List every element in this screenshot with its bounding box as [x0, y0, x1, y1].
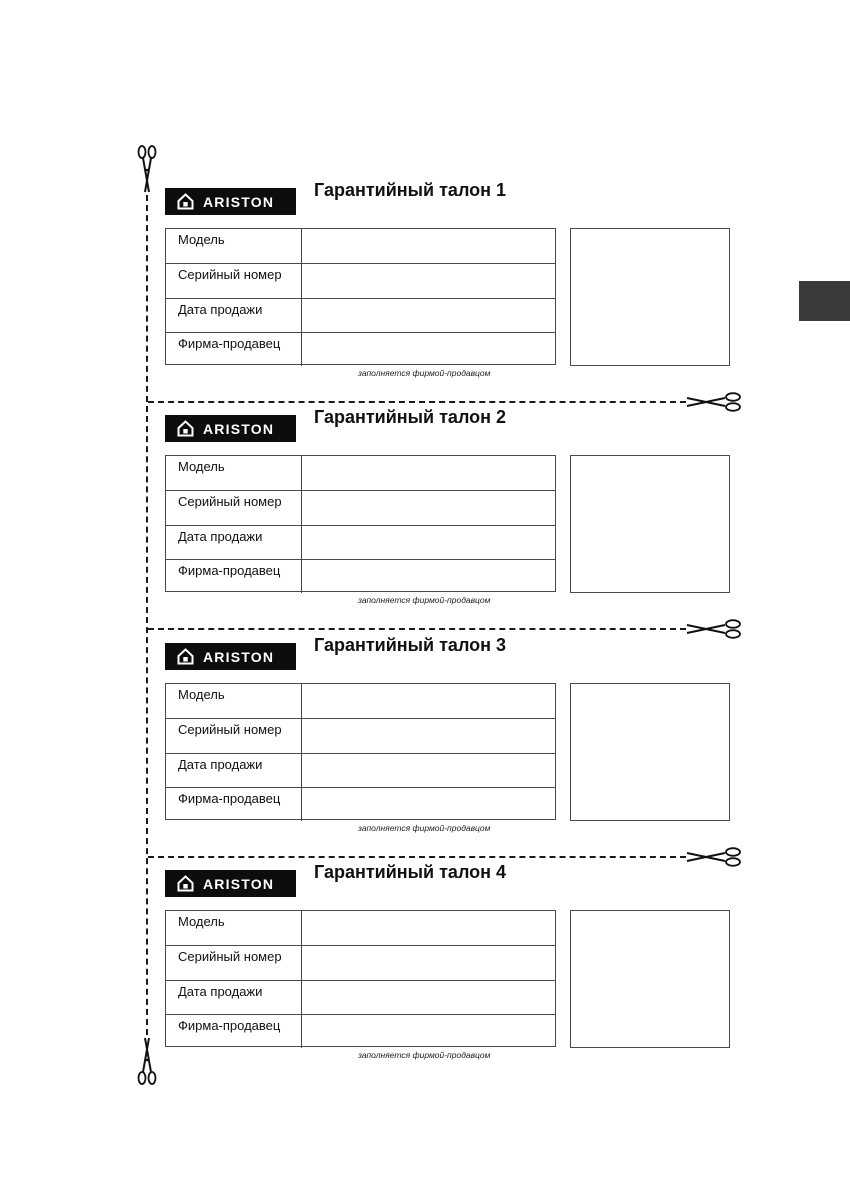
horizontal-cut-line	[148, 856, 686, 858]
house-icon	[177, 193, 194, 210]
warranty-coupon	[165, 407, 730, 617]
warranty-coupon	[165, 635, 730, 845]
filled-by-seller-note: заполняется фирмой-продавцом	[358, 368, 491, 378]
coupon-title: Гарантийный талон 2	[314, 407, 507, 427]
ariston-logo	[165, 643, 296, 670]
ariston-logo	[165, 415, 296, 442]
coupon-form-table	[165, 683, 556, 820]
serial-row	[166, 718, 555, 752]
sale-date-label: Дата продажи	[166, 299, 302, 332]
filled-by-seller-note: заполняется фирмой-продавцом	[358, 595, 491, 605]
house-icon	[177, 420, 194, 437]
ariston-logo	[165, 188, 296, 215]
serial-label: Серийный номер	[166, 719, 302, 752]
sale-date-label: Дата продажи	[166, 526, 302, 559]
sale-date-field[interactable]	[302, 526, 555, 559]
model-field[interactable]	[302, 684, 555, 718]
filled-by-seller-note: заполняется фирмой-продавцом	[358, 823, 491, 833]
horizontal-cut-line	[148, 628, 686, 630]
model-row	[166, 456, 555, 490]
coupon-form-table	[165, 455, 556, 592]
model-label: Модель	[166, 456, 302, 490]
sale-date-label: Дата продажи	[166, 754, 302, 787]
warranty-coupon	[165, 180, 730, 390]
model-row	[166, 911, 555, 945]
sale-date-row	[166, 298, 555, 332]
sale-date-field[interactable]	[302, 981, 555, 1014]
model-field[interactable]	[302, 456, 555, 490]
model-label: Модель	[166, 229, 302, 263]
seller-label: Фирма-продавец	[166, 560, 302, 593]
seller-field[interactable]	[302, 333, 555, 366]
seller-label: Фирма-продавец	[166, 788, 302, 821]
warranty-coupon	[165, 862, 730, 1072]
sale-date-row	[166, 753, 555, 787]
brand-name: ARISTON	[203, 648, 275, 665]
brand-name: ARISTON	[203, 420, 275, 437]
horizontal-cut-line	[148, 401, 686, 403]
seller-row	[166, 787, 555, 821]
house-icon	[177, 875, 194, 892]
sale-date-label: Дата продажи	[166, 981, 302, 1014]
serial-field[interactable]	[302, 264, 555, 297]
stamp-box[interactable]	[570, 228, 730, 366]
filled-by-seller-note: заполняется фирмой-продавцом	[358, 1050, 491, 1060]
stamp-box[interactable]	[570, 683, 730, 821]
seller-field[interactable]	[302, 788, 555, 821]
seller-field[interactable]	[302, 1015, 555, 1048]
sale-date-row	[166, 980, 555, 1014]
serial-field[interactable]	[302, 946, 555, 979]
serial-label: Серийный номер	[166, 946, 302, 979]
serial-row	[166, 945, 555, 979]
scissors-icon	[136, 144, 158, 194]
brand-name: ARISTON	[203, 193, 275, 210]
stamp-box[interactable]	[570, 455, 730, 593]
serial-field[interactable]	[302, 491, 555, 524]
scissors-icon	[136, 1036, 158, 1086]
model-field[interactable]	[302, 229, 555, 263]
section-tab	[799, 281, 850, 321]
serial-label: Серийный номер	[166, 264, 302, 297]
serial-row	[166, 263, 555, 297]
sale-date-field[interactable]	[302, 754, 555, 787]
seller-label: Фирма-продавец	[166, 333, 302, 366]
sale-date-row	[166, 525, 555, 559]
coupon-title: Гарантийный талон 1	[314, 180, 507, 200]
ariston-logo	[165, 870, 296, 897]
stamp-box[interactable]	[570, 910, 730, 1048]
model-label: Модель	[166, 684, 302, 718]
seller-row	[166, 559, 555, 593]
seller-row	[166, 332, 555, 366]
coupon-form-table	[165, 910, 556, 1047]
seller-field[interactable]	[302, 560, 555, 593]
serial-row	[166, 490, 555, 524]
vertical-cut-line	[146, 195, 148, 1035]
house-icon	[177, 648, 194, 665]
seller-row	[166, 1014, 555, 1048]
seller-label: Фирма-продавец	[166, 1015, 302, 1048]
model-row	[166, 229, 555, 263]
serial-label: Серийный номер	[166, 491, 302, 524]
coupon-title: Гарантийный талон 3	[314, 635, 507, 655]
model-row	[166, 684, 555, 718]
model-label: Модель	[166, 911, 302, 945]
brand-name: ARISTON	[203, 875, 275, 892]
coupon-form-table	[165, 228, 556, 365]
model-field[interactable]	[302, 911, 555, 945]
sale-date-field[interactable]	[302, 299, 555, 332]
coupon-title: Гарантийный талон 4	[314, 862, 507, 882]
serial-field[interactable]	[302, 719, 555, 752]
